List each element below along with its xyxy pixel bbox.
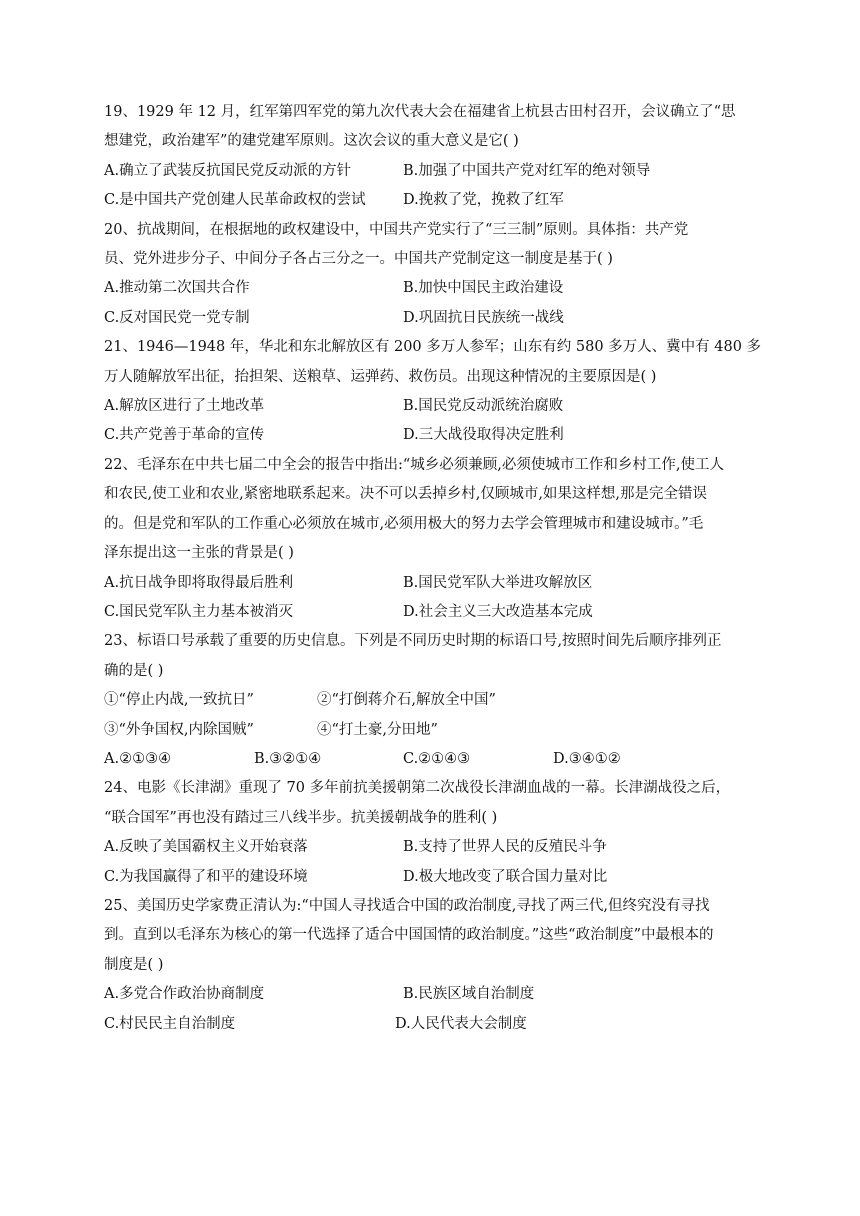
option-row (104, 186, 764, 215)
option-row (104, 421, 764, 450)
option-b: B.民族区域自治制度 (403, 986, 535, 1003)
question-stem: 想建党，政治建军”的建党建军原则。这次会议的重大意义是它( ) (104, 133, 519, 150)
slogan-2: ②“打倒蒋介石,解放全中国” (317, 692, 496, 709)
option-row (104, 863, 764, 892)
option-b: B.国民党军队大举进攻解放区 (403, 574, 593, 591)
question-stem: 23、标语口号承载了重要的历史信息。下列是不同历史时期的标语口号,按照时间先后顺序排列正 (104, 633, 722, 650)
option-c: C.反对国民党一党专制 (104, 309, 250, 326)
option-row (104, 274, 764, 303)
option-d: D.人民代表大会制度 (395, 1015, 527, 1032)
option-row (104, 745, 764, 774)
option-c: C.是中国共产党创建人民革命政权的尝试 (104, 192, 366, 209)
option-row (104, 392, 764, 421)
option-row (104, 304, 764, 333)
option-c: C.共产党善于革命的宣传 (104, 427, 265, 444)
question-24 (104, 774, 764, 892)
exam-page (104, 98, 764, 1039)
slogan-4: ④“打土豪,分田地” (317, 721, 438, 738)
question-stem: 22、毛泽东在中共七届二中全会的报告中指出:“城乡必须兼顾,必须使城市工作和乡村工作,使工人 (104, 456, 724, 473)
option-b: B.支持了世界人民的反殖民斗争 (403, 839, 607, 856)
option-row (104, 598, 764, 627)
option-d: D.巩固抗日民族统一战线 (403, 309, 564, 326)
option-b: B.加强了中国共产党对红军的绝对领导 (403, 162, 651, 179)
question-23 (104, 627, 764, 774)
option-d: D.社会主义三大改造基本完成 (403, 603, 593, 620)
option-c: C.②①④③ (403, 750, 471, 767)
slogan-row (104, 686, 764, 715)
question-22 (104, 451, 764, 627)
question-stem: 制度是( ) (104, 956, 164, 973)
question-stem: 确的是( ) (104, 662, 164, 679)
option-d: D.③④①② (553, 750, 621, 767)
option-a: A.抗日战争即将取得最后胜利 (104, 574, 294, 591)
question-20 (104, 216, 764, 334)
option-d: D.挽救了党，挽救了红军 (403, 192, 564, 209)
option-a: A.解放区进行了土地改革 (104, 398, 265, 415)
slogan-1: ①“停止内战,一致抗日” (104, 692, 254, 709)
question-stem: 员、党外进步分子、中间分子各占三分之一。中国共产党制定这一制度是基于( ) (104, 251, 613, 268)
question-stem: 24、电影《长津湖》重现了 70 多年前抗美援朝第二次战役长津湖血战的一幕。长津湖战役之后， (104, 780, 731, 797)
question-stem: 泽东提出这一主张的背景是( ) (104, 545, 294, 562)
question-stem: 的。但是党和军队的工作重心必须放在城市,必须用极大的努力去学会管理城市和建设城市。”毛 (104, 515, 704, 532)
question-stem: 21、1946—1948 年，华北和东北解放区有 200 多万人参军；山东有约 580 多万人、冀中有 480 多 (104, 339, 762, 356)
option-row (104, 157, 764, 186)
option-b: B.国民党反动派统治腐败 (403, 398, 564, 415)
option-d: D.极大地改变了联合国力量对比 (403, 868, 608, 885)
slogan-3: ③“外争国权,内除国贼” (104, 721, 254, 738)
question-stem: 20、抗战期间，在根据地的政权建设中，中国共产党实行了“三三制”原则。具体指：共产党 (104, 221, 689, 238)
option-a: A.多党合作政治协商制度 (104, 986, 265, 1003)
question-stem: 25、美国历史学家费正清认为:“中国人寻找适合中国的政治制度,寻找了两三代,但终究没有寻找 (104, 897, 710, 914)
option-c: C.为我国赢得了和平的建设环境 (104, 868, 308, 885)
slogan-row (104, 716, 764, 745)
option-c: C.村民民主自治制度 (104, 1015, 236, 1032)
option-b: B.加快中国民主政治建设 (403, 280, 564, 297)
question-21 (104, 333, 764, 451)
option-d: D.三大战役取得决定胜利 (403, 427, 564, 444)
option-row (104, 833, 764, 862)
option-a: A.确立了武装反抗国民党反动派的方针 (104, 162, 352, 179)
option-row (104, 1010, 764, 1039)
option-c: C.国民党军队主力基本被消灭 (104, 603, 294, 620)
option-a: A.反映了美国霸权主义开始衰落 (104, 839, 308, 856)
question-19 (104, 98, 764, 216)
option-row (104, 980, 764, 1009)
option-a: A.推动第二次国共合作 (104, 280, 250, 297)
option-b: B.③②①④ (254, 750, 322, 767)
question-stem: 万人随解放军出征，抬担架、送粮草、运弹药、救伤员。出现这种情况的主要原因是( ) (104, 368, 657, 385)
question-stem: 和农民,使工业和农业,紧密地联系起来。决不可以丢掉乡村,仅顾城市,如果这样想,那是完全错误 (104, 486, 708, 503)
question-stem: “联合国军”再也没有踏过三八线半步。抗美援朝战争的胜利( ) (104, 809, 498, 826)
question-stem: 19、1929 年 12 月，红军第四军党的第九次代表大会在福建省上杭县古田村召开，会议确立了“思 (104, 104, 736, 120)
option-a: A.②①③④ (104, 750, 172, 767)
question-stem: 到。直到以毛泽东为核心的第一代选择了适合中国国情的政治制度。”这些“政治制度”中最根本的 (104, 927, 714, 944)
question-25 (104, 892, 764, 1039)
option-row (104, 569, 764, 598)
